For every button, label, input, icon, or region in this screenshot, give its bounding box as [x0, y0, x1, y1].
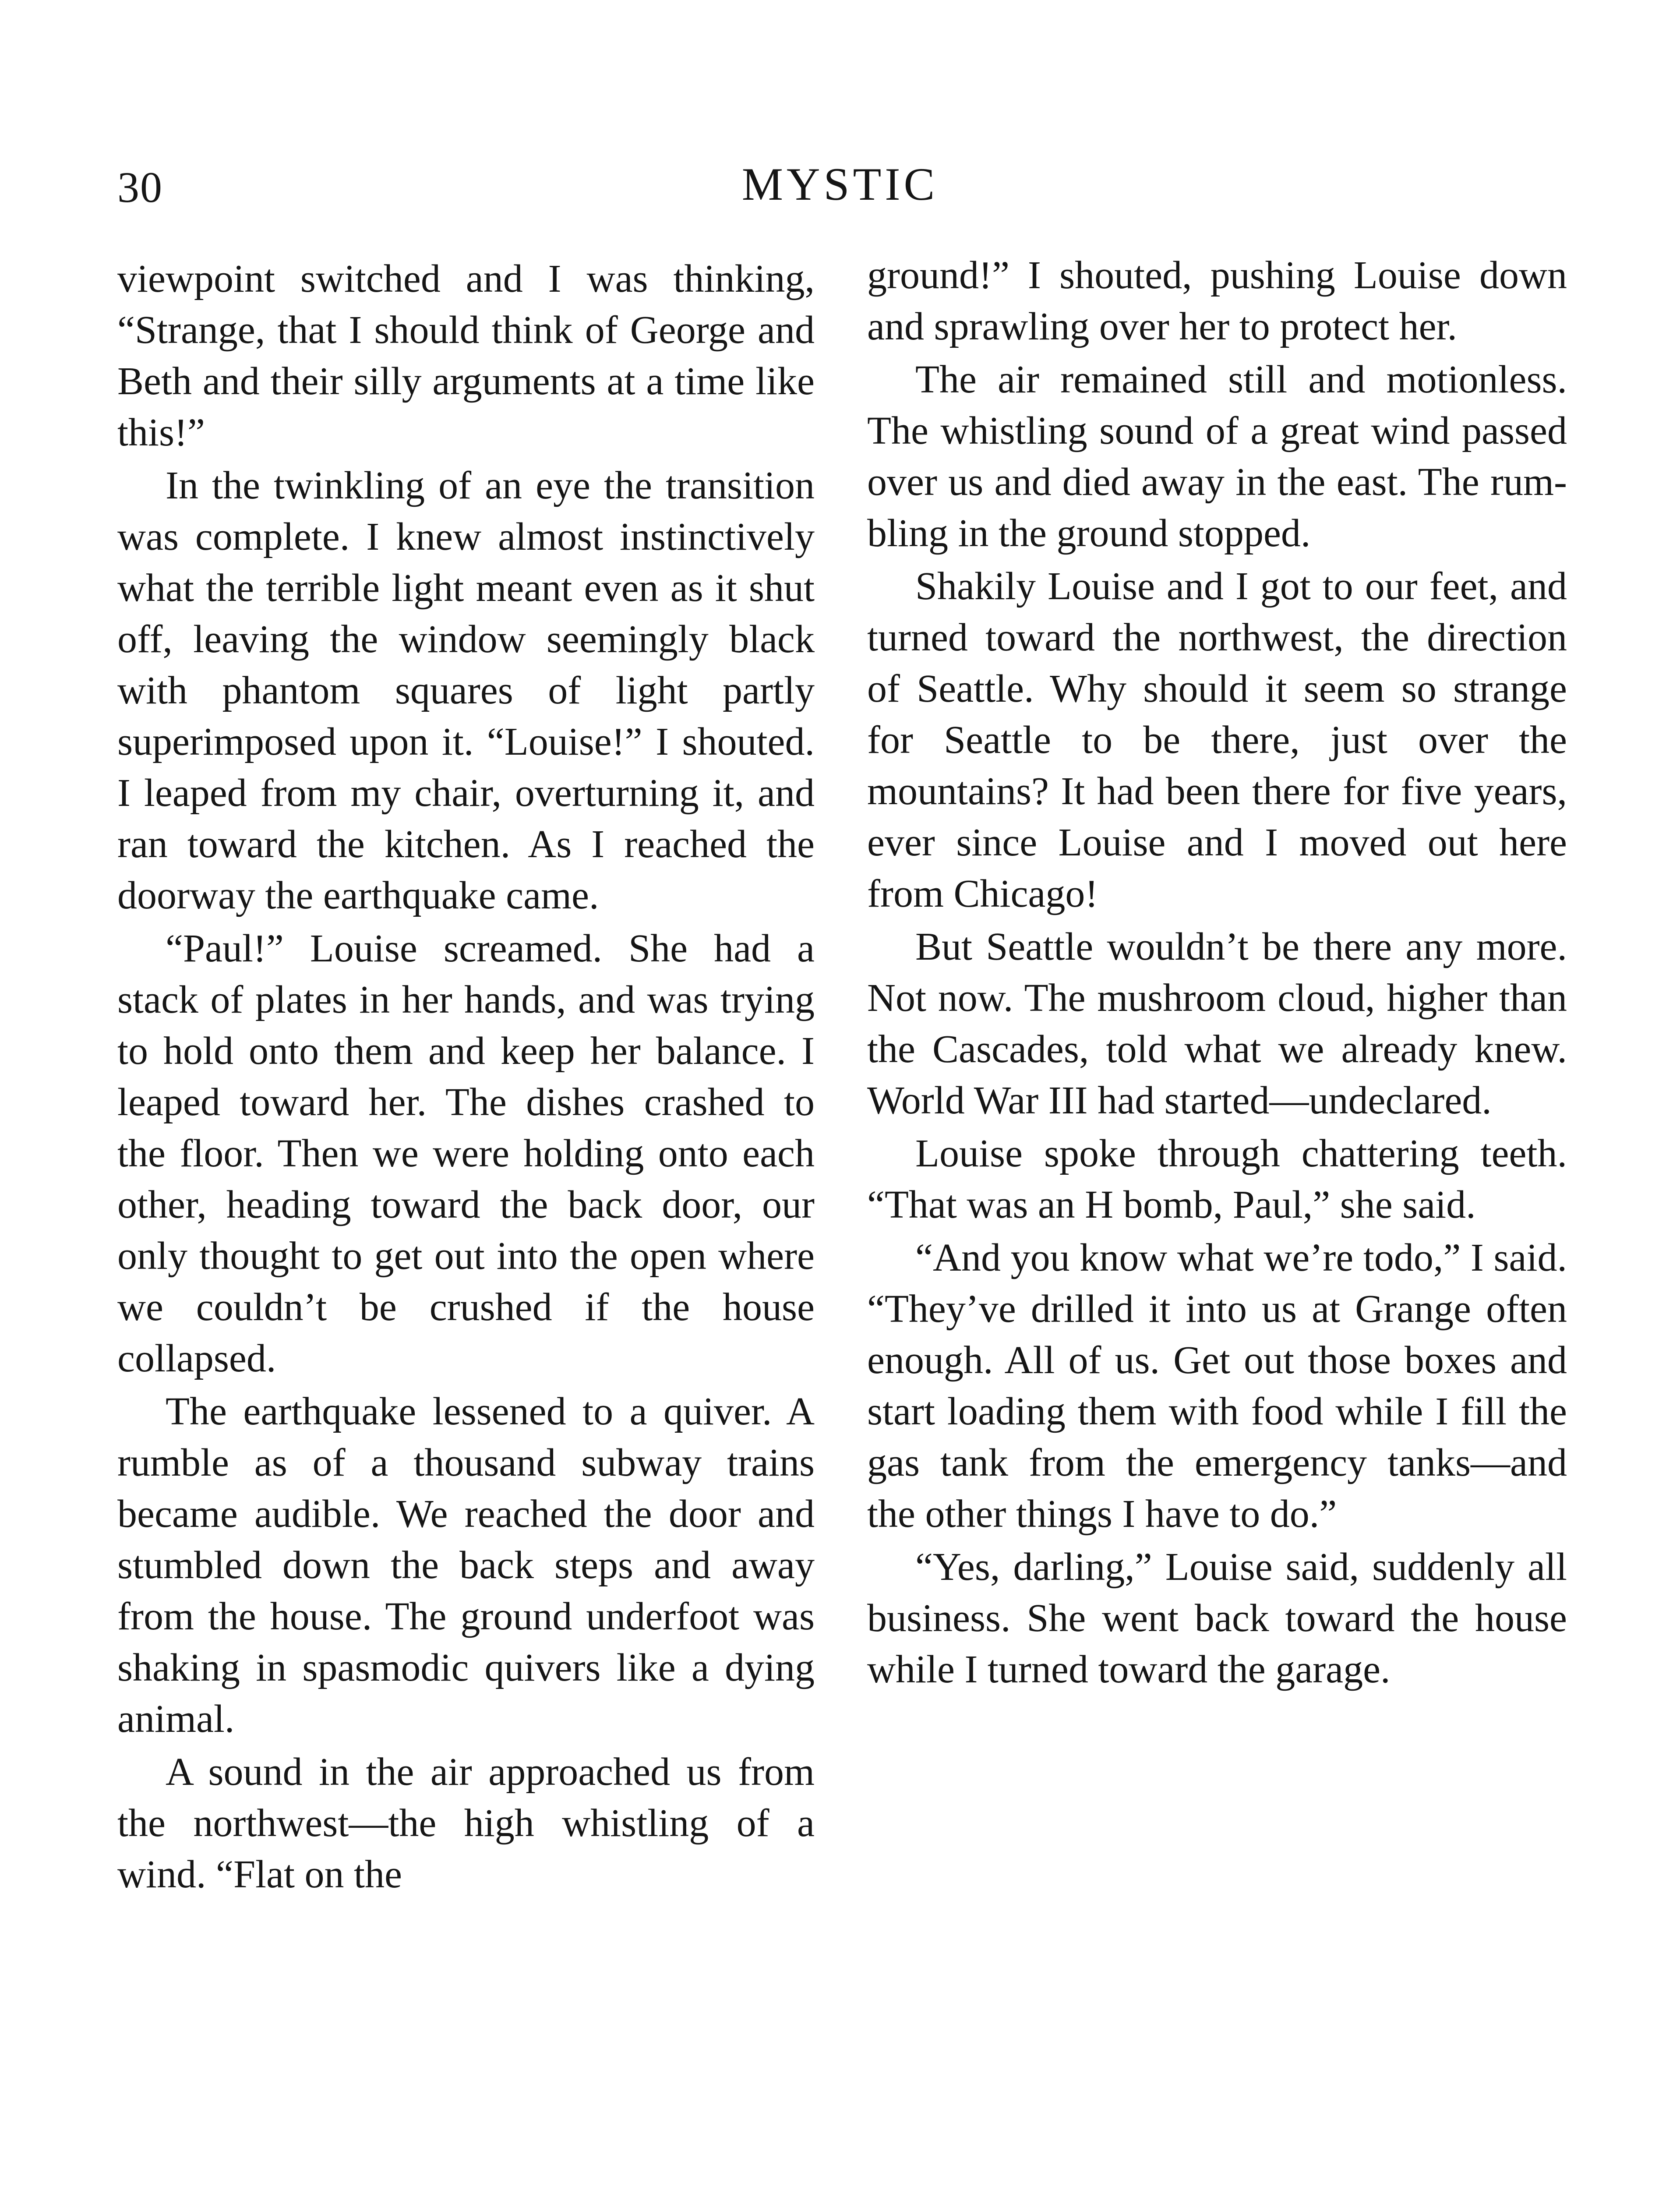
paragraph: Shakily Louise and I got to our feet, and turned toward the northwest, the direction of Seattle. Why should it seem so strange for Seattle to be there, just over the mountains? It had been there for five years, ever since Louise and I moved out here from Chicago! — [867, 565, 1567, 915]
left-column — [117, 253, 815, 1902]
paragraph: In the twinkling of an eye the transition was complete. I knew almost instinctively what the terrible light meant even as it shut off, leaving the window seemingly black with phantom squares of light partly superimposed upon it. “Louise!” I shouted. I leaped from my chair, overturning it, and ran toward the kitchen. As I reached the doorway the earthquake came. — [117, 464, 815, 917]
paragraph: But Seattle wouldn’t be there any more. Not now. The mushroom cloud, higher than the Cascades, told what we already knew. World War III had started—undeclared. — [867, 925, 1567, 1122]
right-column — [867, 250, 1567, 1697]
paragraph: “Yes, darling,” Louise said, suddenly all business. She went back toward the house while I turned toward the garage. — [867, 1545, 1567, 1691]
running-title: MYSTIC — [741, 159, 939, 210]
paragraph: The earthquake lessened to a quiver. A rumble as of a thousand subway trains became audible. We reached the door and stumbled down the back steps and away from the house. The ground underfoot was shaking in spasmodic quivers like a dying animal. — [117, 1390, 815, 1741]
paragraph: A sound in the air approached us from the northwest—the high whistling of a wind. “Flat on the — [117, 1750, 815, 1896]
paragraph: viewpoint switched and I was thinking, “Strange, that I should think of George and Beth and their silly arguments at a time like this!” — [117, 257, 815, 454]
paragraph: ground!” I shouted, pushing Louise down and sprawling over her to protect her. — [867, 254, 1567, 348]
paragraph: “And you know what we’re todo,” I said. “They’ve drilled it into us at Grange often enough. All of us. Get out those boxes and start loading them with food while I fill the gas tank from the emergency tanks—and the other things I have to do.” — [867, 1236, 1567, 1536]
paragraph: The air remained still and motionless. The whistling sound of a great wind passed over us and died away in the east. The rumbling in the ground stopped. — [867, 358, 1567, 555]
paragraph: Louise spoke through chattering teeth. “That was an H bomb, Paul,” she said. — [867, 1132, 1567, 1226]
paragraph: “Paul!” Louise screamed. She had a stack of plates in her hands, and was trying to hold onto them and keep her balance. I leaped toward her. The dishes crashed to the floor. Then we were holding onto each other, heading toward the back door, our only thought to get out into the open where we couldn’t be crushed if the house collapsed. — [117, 927, 815, 1380]
page-number: 30 — [117, 163, 163, 212]
